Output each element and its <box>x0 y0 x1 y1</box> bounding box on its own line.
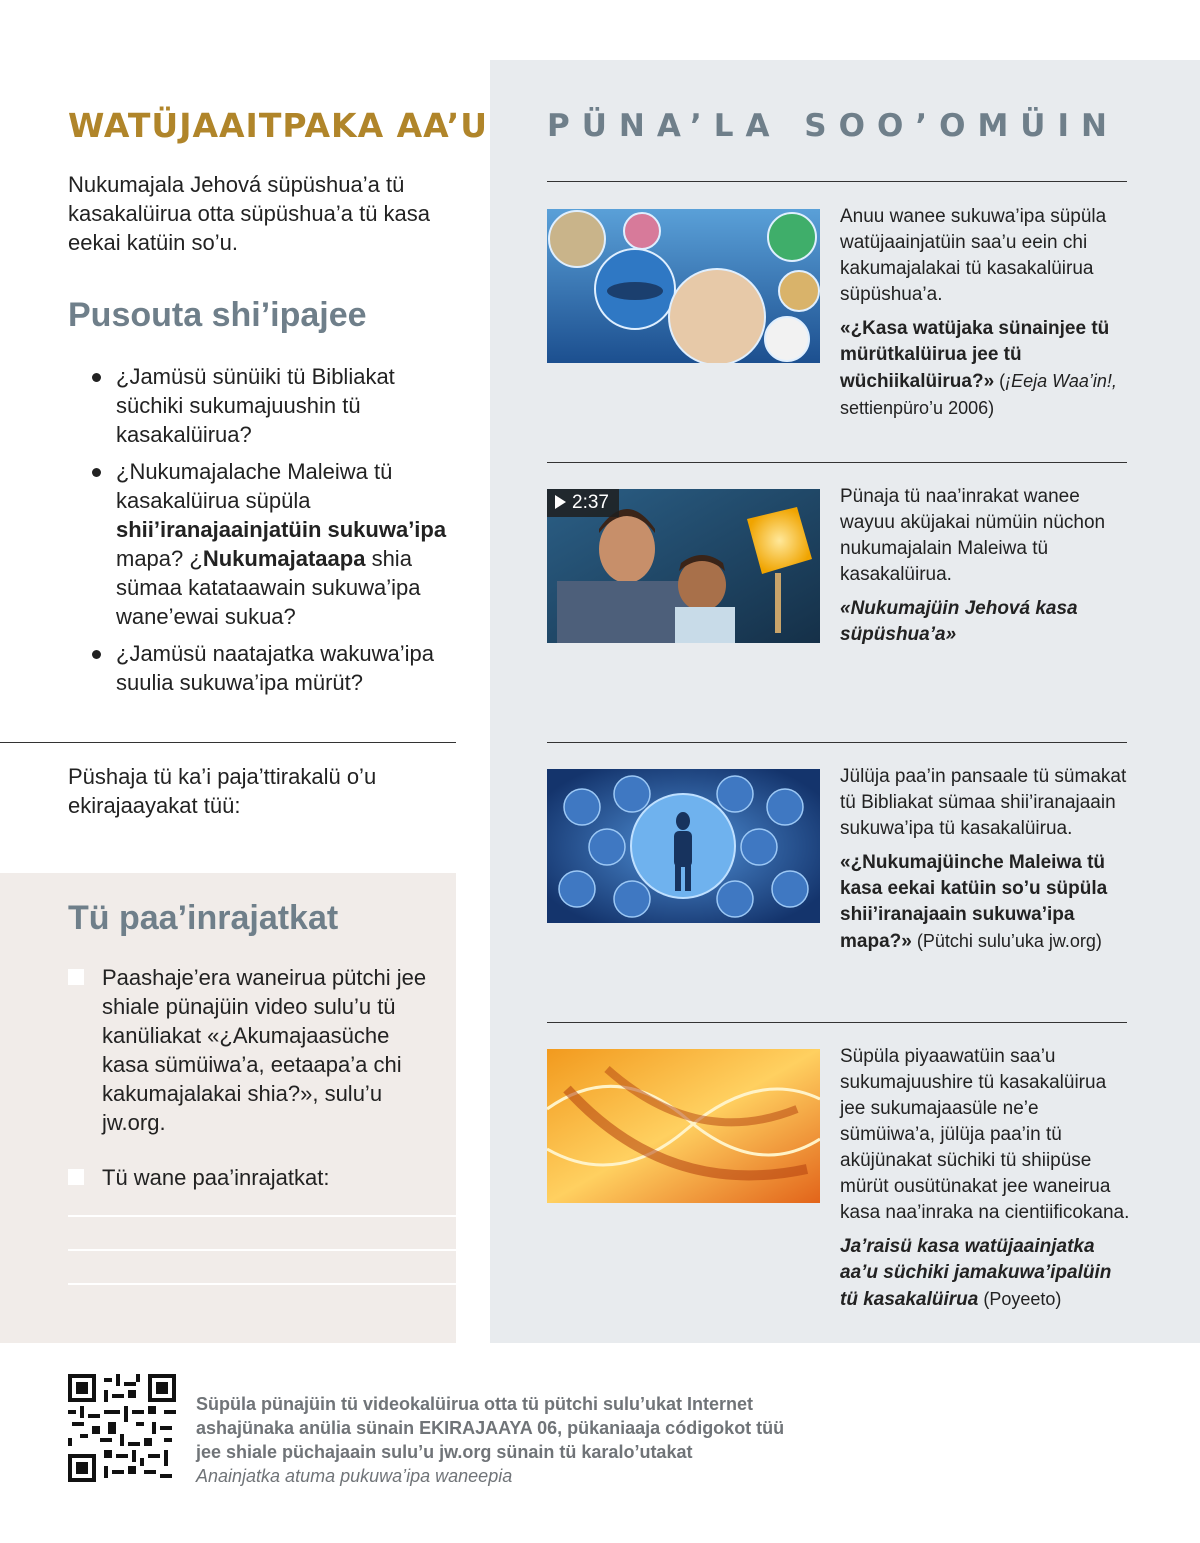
divider <box>547 742 1127 743</box>
goals-panel <box>0 873 456 1343</box>
resource-title[interactable]: «¿Nukumajüinche Maleiwa tü kasa eekai katüin so’u süpüla shii’iranajaain sukuwa’ipa mapa?» <box>840 852 1108 952</box>
dna-image[interactable] <box>547 1049 820 1203</box>
question-item: ¿Jamüsü naatajatka wakuwa’ipa suulia sukuwa’ipa mürüt? <box>92 639 452 697</box>
resource-item <box>840 484 1130 648</box>
creation-collage-image[interactable] <box>547 209 820 363</box>
share-text: Püshaja tü ka’i paja’ttirakalü o’u ekirajaayakat tüü: <box>68 764 377 818</box>
resource-title[interactable]: «¿Kasa watüjaka sünainjee tü mürütkalüirua jee tü wüchiikalüirua?» <box>840 318 1110 392</box>
resource-description: Pünaja tü naa’inrakat wanee wayuu aküjakai nümüin nüchon nukumajalain Maleiwa tü kasakalüirua. <box>840 486 1106 585</box>
resource-item: Jülüja paa’in pansaale tü sümakat tü Bibliakat sümaa shii’iranajaain sukuwa’ipa tü kasakalüirua. «¿Nukumajüinche Maleiwa tü kasa eekai katüin so’u süpüla shii’iranajaain sukuwa’ipa mapa?» (Pütchi sulu’uka jw.org) <box>840 764 1130 955</box>
questions-list <box>92 362 452 705</box>
goal-checkbox[interactable] <box>68 1169 84 1185</box>
goal-item <box>68 963 438 1137</box>
question-item: ¿Jamüsü sünüiki tü Bibliakat süchiki sukumajuushin tü kasakalüirua? <box>92 362 452 449</box>
resource-title[interactable]: «Nukumajüin Jehová kasa süpüshua’a» <box>840 598 1078 645</box>
footer-text: Süpüla pünajüin tü videokalüirua otta tü pütchi sulu’ukat Internet ashajünaka anülia sünain EKIRAJAAYA 06, pükaniaaja códigokot tüü jee shiale püchajaain sulu’u jw.org sünain tü karalo’utakat Anainjatka atuma pukuwa’ipa waneepia <box>196 1392 796 1488</box>
write-line[interactable] <box>68 1283 456 1285</box>
question-item: ¿Nukumajalache Maleiwa tü kasakalüirua süpüla shii’iranajaainjatüin sukuwa’ipa mapa? ¿Nukumajataapa shia sümaa katataawain sukuwa’ipa wane’ewai sukua? <box>92 457 452 631</box>
resource-source: settienpüro’u 2006) <box>840 398 995 418</box>
dna-helix-icon <box>547 1049 820 1203</box>
qr-code-icon[interactable] <box>68 1374 176 1482</box>
goals-title: Tü paa’inrajatkat <box>68 899 339 937</box>
questions-title: Pusouta shi’ipajee <box>68 296 367 334</box>
goal-text: Paashaje’era waneirua pütchi jee shiale pünajüin video sulu’u tü kanüliakat «¿Akumajaasüche kasa sümüiwa’a, eetaapa’a chi kakumajalakai shia?», sulu’u jw.org. <box>102 965 427 1135</box>
footer-italic: Anainjatka atuma pukuwa’ipa waneepia <box>196 1466 513 1486</box>
write-line[interactable] <box>68 1249 456 1251</box>
right-title: PÜNA’LA SOO’OMÜIN <box>547 108 1119 144</box>
resource-item: Anuu wanee sukuwa’ipa süpüla watüjaainjatüin saa’u eein chi kakumajalakai tü kasakalüirua süpüshua’a. «¿Kasa watüjaka sünainjee tü mürütkalüirua jee tü wüchiikalüirua?» (¡Eeja Waa’in!, settienpüro’u 2006) <box>840 204 1130 422</box>
left-column <box>0 0 490 1343</box>
resource-description: Anuu wanee sukuwa’ipa süpüla watüjaainjatüin saa’u eein chi kakumajalakai tü kasakalüirua süpüshua’a. <box>840 206 1107 305</box>
resource-source: Pütchi sulu’uka jw.org) <box>922 931 1102 951</box>
divider <box>547 181 1127 182</box>
resource-title[interactable]: Ja’raisü kasa watüjaainjatka aa’u süchiki jamakuwa’ipalüin tü kasakalüirua <box>840 1236 1112 1310</box>
resource-description: Jülüja paa’in pansaale tü sümakat tü Bibliakat sümaa shii’iranajaain sukuwa’ipa tü kasakalüirua. <box>840 766 1127 839</box>
resource-source: Poyeeto) <box>989 1289 1062 1309</box>
video-duration-badge: 2:37 <box>547 489 619 517</box>
goal-checkbox[interactable] <box>68 969 84 985</box>
divider <box>547 1022 1127 1023</box>
goal-item <box>68 1163 438 1192</box>
video-thumbnail[interactable] <box>547 489 820 643</box>
creation-collage-icon <box>547 209 820 363</box>
human-animals-image[interactable] <box>547 769 820 923</box>
divider <box>547 462 1127 463</box>
play-icon <box>555 495 566 509</box>
human-animals-icon <box>547 769 820 923</box>
write-line[interactable] <box>68 1215 456 1217</box>
resource-description: Süpüla piyaawatüin saa’u sukumajuushire tü kasakalüirua jee sukumajaasüle ne’e sümüiwa’a, jülüja paa’in tü aküjünakat süchiki tü shiipüse mürüt ousütünakat jee waneirua kasa naa’inraka na cientiificokana. <box>840 1046 1130 1223</box>
goal-text: Tü wane paa’inrajatkat: <box>102 1165 330 1190</box>
resource-item: Süpüla piyaawatüin saa’u sukumajuushire tü kasakalüirua jee sukumajaasüle ne’e sümüiwa’a, jülüja paa’in tü aküjünakat süchiki tü shiipüse mürüt ousütünakat jee waneirua kasa naa’inraka na cientiificokana. Ja’raisü kasa watüjaainjatka aa’u süchiki jamakuwa’ipalüin tü kasakalüirua (Poyeeto) <box>840 1046 1130 1310</box>
divider <box>0 742 456 743</box>
intro-text: Nukumajala Jehová süpüshua’a tü kasakalüirua otta süpüshua’a tü kasa eekai katüin so’u. <box>68 172 431 255</box>
right-panel <box>490 60 1200 1343</box>
section-title: WATÜJAAITPAKA AA’U <box>68 106 489 145</box>
